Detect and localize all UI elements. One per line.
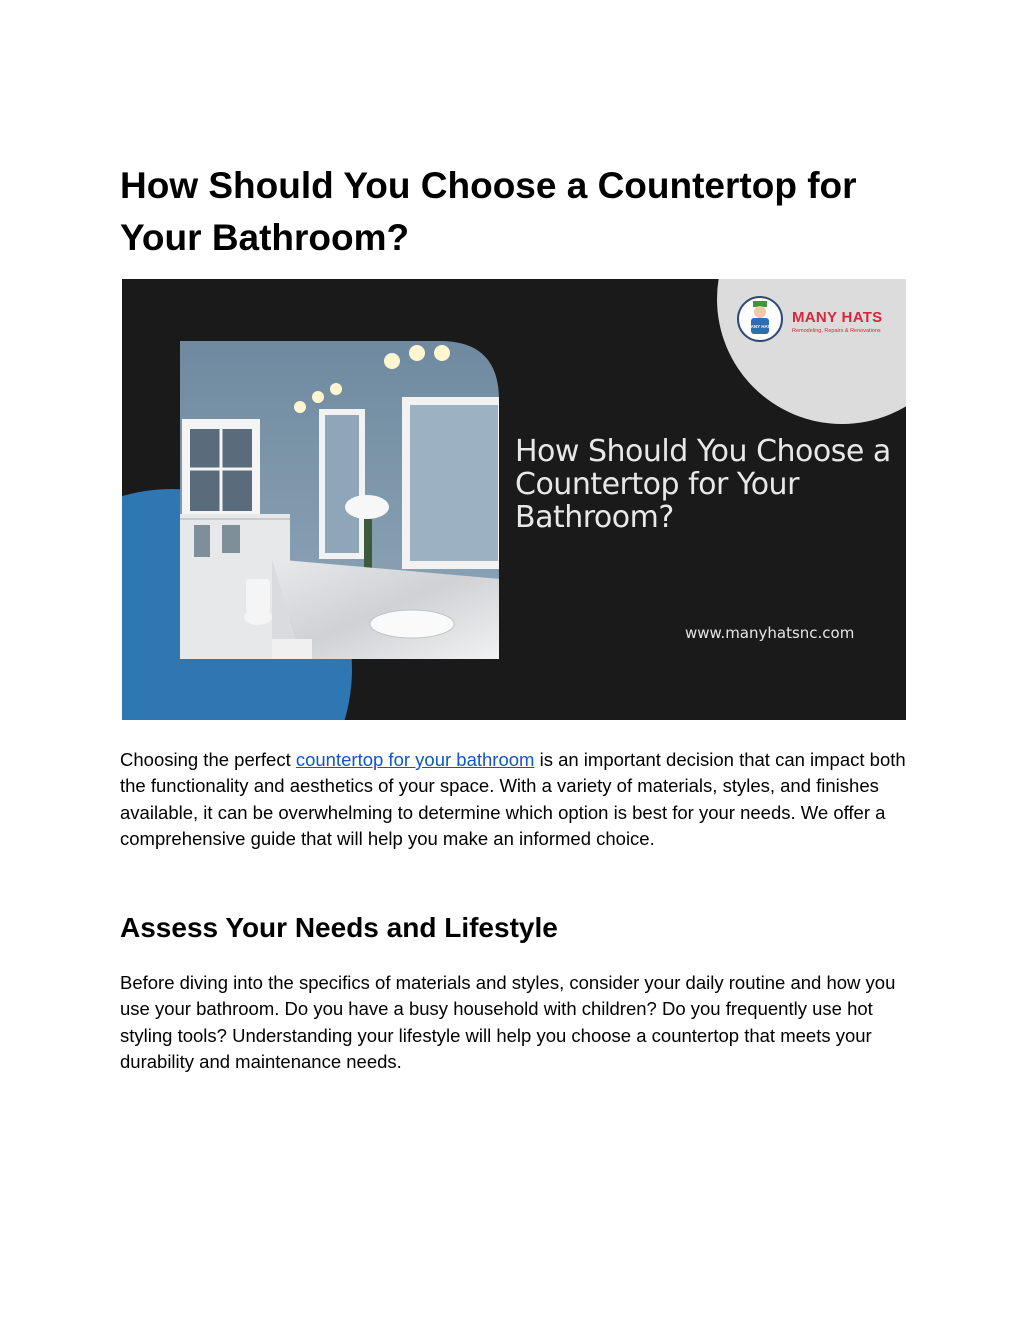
countertop-link[interactable]: countertop for your bathroom xyxy=(295,749,535,770)
intro-text-before-link: Choosing the perfect xyxy=(120,749,296,770)
banner-heading: How Should You Choose a Countertop for Your Bathroom? xyxy=(515,434,891,535)
badge-label: MANY HATS xyxy=(746,324,774,329)
banner-url: www.manyhatsnc.com xyxy=(685,624,855,642)
featured-banner-image xyxy=(122,279,906,720)
bathroom-photo xyxy=(180,341,500,661)
mascot-badge-icon xyxy=(736,295,784,343)
intro-paragraph xyxy=(120,747,910,852)
section-paragraph: Before diving into the specifics of materials and styles, consider your daily routine and how you use your bathroom. Do you have a busy household with children? Do you frequently use hot styling tools? Understanding your lifestyle will help you choose a countertop that meets your durability and maintenance needs. xyxy=(120,972,896,1072)
page-title: How Should You Choose a Countertop for Your Bathroom? xyxy=(120,165,857,258)
many-hats-logo xyxy=(736,295,896,365)
logo-name: MANY HATS xyxy=(792,309,883,326)
logo-tagline: Remodeling, Repairs & Renovations xyxy=(792,328,881,334)
intro-text-after-link: is an important decision that can impact both the functionality and aesthetics of your space. With a variety of materials, styles, and finishes available, it can be overwhelming to determine which option is best for your needs. We offer a comprehensive guide that will help you make an informed choice. xyxy=(120,749,906,849)
section-heading: Assess Your Needs and Lifestyle xyxy=(120,912,558,943)
